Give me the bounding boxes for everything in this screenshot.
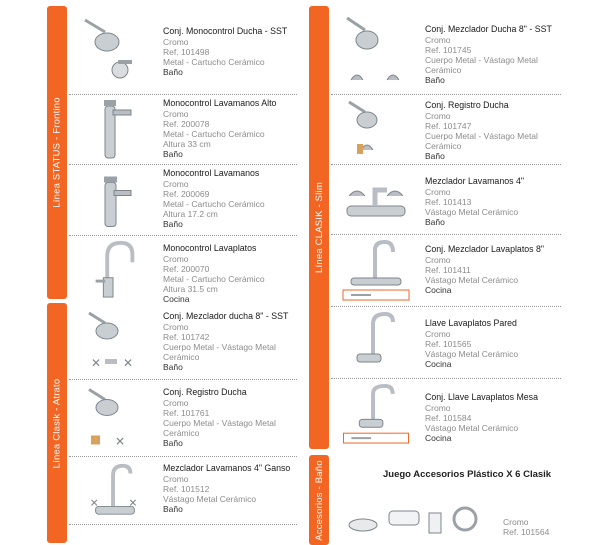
product-name: Conj. Registro Ducha [425, 100, 509, 110]
group-band-accesorios [309, 455, 329, 545]
group-band-label: Línea Clasik - Atrato [51, 378, 63, 468]
product-extra: Altura 33 cm [163, 139, 211, 149]
product-ref: Ref. 101584 [425, 413, 472, 423]
product-name: Llave Lavaplatos Pared [425, 318, 517, 328]
product-use: Baño [425, 151, 445, 161]
product-finish: Cromo [163, 322, 189, 332]
product-name: Mezclador Lavamanos 4" [425, 176, 524, 186]
product-material: Metal - Cartucho Cerámico [163, 57, 265, 67]
product-use: Cocina [163, 294, 190, 304]
product-finish: Cromo [425, 35, 451, 45]
product-row [69, 235, 297, 303]
product-ref: Ref. 200078 [163, 119, 210, 129]
product-use: Cocina [425, 433, 452, 443]
product-material: Cuerpo Metal - Vástago Metal [163, 342, 276, 352]
group-band-clasik-atrato [47, 303, 67, 543]
product-row [69, 379, 297, 457]
product-ref: Ref. 101747 [425, 121, 472, 131]
product-use: Baño [425, 217, 445, 227]
product-name: Conj. Mezclador Ducha 8" - SST [425, 24, 552, 34]
svg-text:✕: ✕ [89, 496, 99, 510]
accessories-ref: Ref. 101564 [503, 527, 550, 537]
group-band-label: Línea CLASIK - Slim [313, 182, 325, 273]
product-finish: Cromo [163, 398, 189, 408]
product-finish: Cromo [425, 255, 451, 265]
product-finish: Cromo [425, 187, 451, 197]
product-material: Vástago Metal Cerámico [163, 494, 257, 504]
product-finish: Cromo [425, 111, 451, 121]
product-name: Conj. Llave Lavaplatos Mesa [425, 392, 538, 402]
product-finish: Cromo [163, 179, 189, 189]
product-name: Conj. Mezclador Lavaplatos 8" [425, 244, 545, 254]
product-material: Cuerpo Metal - Vástago Metal [163, 418, 276, 428]
svg-text:✕: ✕ [115, 434, 126, 449]
deck-faucet-icon [337, 382, 415, 445]
product-name: Conj. Mezclador ducha 8" - SST [163, 311, 289, 321]
product-material: Vástago Metal Cerámico [425, 275, 519, 285]
product-ref: Ref. 200070 [163, 264, 210, 274]
product-finish: Cromo [163, 37, 189, 47]
shower-mixer-icon [337, 10, 415, 90]
product-row [331, 6, 561, 95]
product-extra: Altura 31.5 cm [163, 284, 218, 294]
product-name: Monocontrol Lavaplatos [163, 243, 257, 253]
product-finish: Cromo [163, 254, 189, 264]
group-band-status [47, 6, 67, 299]
product-finish: Cromo [425, 329, 451, 339]
shower-set-icon [75, 10, 153, 90]
bath-accessories-icon [345, 497, 495, 539]
product-ref: Ref. 101512 [163, 484, 210, 494]
basin-faucet-icon [75, 168, 153, 231]
product-use: Baño [163, 149, 183, 159]
product-ref: Ref. 101745 [425, 45, 472, 55]
product-material: Vástago Metal Cerámico [425, 423, 519, 433]
product-finish: Cromo [163, 109, 189, 119]
kitchen-faucet-icon [75, 239, 153, 299]
product-row [331, 164, 561, 235]
tall-basin-faucet-icon [75, 98, 153, 160]
shower-mixer-icon [75, 307, 153, 375]
product-ref: Ref. 101742 [163, 332, 210, 342]
product-use: Baño [163, 219, 183, 229]
shower-valve-icon [337, 98, 415, 160]
product-material: Metal - Cartucho Cerámico [163, 129, 265, 139]
product-material: Metal - Cartucho Cerámico [163, 274, 265, 284]
product-name: Conj. Registro Ducha [163, 387, 247, 397]
wall-faucet-icon [337, 310, 415, 374]
kitchen-mixer-icon [337, 238, 415, 302]
svg-text:✕: ✕ [91, 356, 102, 370]
product-row [331, 306, 561, 379]
product-ref: Ref. 101411 [425, 265, 471, 275]
accessories-finish: Cromo [503, 517, 529, 527]
product-row [69, 456, 297, 525]
svg-text:✕: ✕ [128, 496, 138, 510]
product-finish: Cromo [425, 403, 451, 413]
product-row [69, 6, 297, 95]
product-finish: Cromo [163, 474, 189, 484]
basin-mixer-icon [337, 168, 415, 230]
product-row [331, 234, 561, 307]
product-row [331, 378, 561, 449]
product-row [69, 94, 297, 165]
product-use: Baño [163, 67, 183, 77]
product-name: Monocontrol Lavamanos [163, 168, 260, 178]
product-row [331, 94, 561, 165]
product-extra: Cerámico [425, 141, 462, 151]
product-use: Baño [163, 362, 183, 372]
shower-valve-icon [75, 383, 153, 452]
group-band-label: Accesorios - Baño [313, 459, 325, 541]
product-extra: Cerámico [425, 65, 462, 75]
product-use: Cocina [425, 285, 452, 295]
group-band-clasik-slim [309, 6, 329, 449]
product-name: Conj. Monocontrol Ducha - SST [163, 26, 288, 36]
product-row [69, 164, 297, 236]
product-name: Mezclador Lavamanos 4" Ganso [163, 463, 291, 473]
product-ref: Ref. 101761 [163, 408, 210, 418]
product-extra: Cerámico [163, 352, 200, 362]
accessories-title: Juego Accesorios Plástico X 6 Clasik [383, 469, 552, 480]
product-material: Cuerpo Metal - Vástago Metal [425, 131, 538, 141]
gooseneck-mixer-icon [75, 460, 153, 520]
product-extra: Cerámico [163, 428, 200, 438]
product-name: Monocontrol Lavamanos Alto [163, 98, 277, 108]
product-use: Baño [163, 504, 183, 514]
product-material: Metal - Cartucho Cerámico [163, 199, 265, 209]
product-ref: Ref. 101565 [425, 339, 472, 349]
product-use: Baño [163, 438, 183, 448]
product-material: Cuerpo Metal - Vástago Metal [425, 55, 538, 65]
product-row [69, 303, 297, 380]
product-material: Vástago Metal Cerámico [425, 349, 519, 359]
group-band-label: Línea STATUS - Frontino [51, 97, 63, 208]
product-extra: Altura 17.2 cm [163, 209, 218, 219]
product-ref: Ref. 101498 [163, 47, 210, 57]
product-use: Baño [425, 75, 445, 85]
accessories-row [331, 455, 561, 545]
product-ref: Ref. 200069 [163, 189, 210, 199]
product-material: Vástago Metal Cerámico [425, 207, 519, 217]
product-ref: Ref. 101413 [425, 197, 472, 207]
svg-text:✕: ✕ [123, 356, 134, 370]
product-use: Cocina [425, 359, 452, 369]
